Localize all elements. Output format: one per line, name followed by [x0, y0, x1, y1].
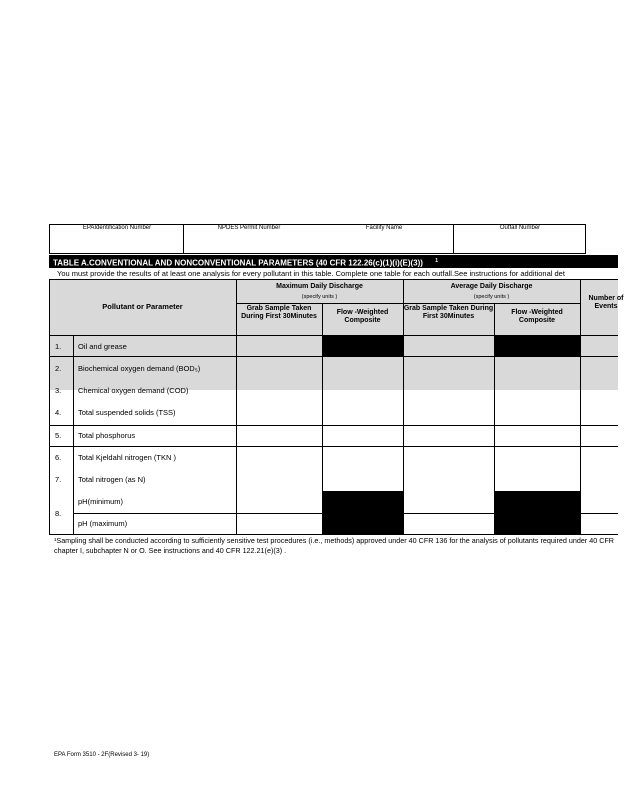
- rule: [73, 335, 74, 535]
- param-nitrogen: Total nitrogen (as N): [78, 475, 146, 484]
- rule: [403, 279, 404, 535]
- param-oil-grease: Oil and grease: [78, 342, 127, 351]
- rule: [580, 513, 618, 514]
- rule: [236, 279, 237, 535]
- max-units-note: (specify units ): [301, 294, 338, 300]
- rule: [49, 279, 50, 535]
- max-grab-header: Grab Sample Taken During First 30Minutes: [241, 305, 317, 320]
- row-number: 5.: [55, 431, 62, 440]
- rule: [49, 335, 618, 336]
- form-label: EPA Form 3510 - 2F(Revised 3- 19): [54, 752, 150, 758]
- title-footnote-marker: 1: [435, 258, 438, 264]
- outfall-label: Outfall Number: [499, 225, 541, 231]
- param-bod: Biochemical oxygen demand (BOD₅): [78, 364, 201, 373]
- param-cod: Chemical oxygen demand (COD): [78, 386, 189, 395]
- col-avg-header: Average Daily Discharge: [450, 283, 533, 290]
- rule: [49, 446, 618, 447]
- col-pollutant-header: Pollutant or Parameter: [102, 302, 183, 311]
- row-number: 6.: [55, 453, 62, 462]
- param-ph-min: pH(minimum): [78, 497, 123, 506]
- table-title: [49, 255, 618, 268]
- rule: [494, 303, 495, 535]
- row-number: 1.: [55, 342, 62, 351]
- max-flow-header: Flow -Weighted Composite: [336, 309, 389, 324]
- col-max-header: Maximum Daily Discharge: [276, 283, 363, 290]
- param-ph-max: pH (maximum): [78, 519, 128, 528]
- identification-row: [49, 224, 586, 254]
- na-block: [322, 491, 403, 535]
- outfall-field[interactable]: [454, 225, 586, 253]
- epa-id-field[interactable]: [50, 225, 184, 253]
- rule: [49, 425, 618, 426]
- npdes-label: NPDES Permit Number: [217, 225, 281, 231]
- avg-flow-header: Flow -Weighted Composite: [511, 309, 563, 324]
- facility-field[interactable]: [314, 225, 454, 253]
- rule: [236, 303, 580, 304]
- row-number: 4.: [55, 408, 62, 417]
- npdes-field[interactable]: [184, 225, 314, 253]
- rule: [49, 356, 618, 357]
- na-block: [322, 336, 403, 357]
- param-tss: Total suspended solids (TSS): [78, 408, 176, 417]
- param-phosphorus: Total phosphorus: [78, 431, 136, 440]
- rule: [403, 513, 494, 514]
- rule: [49, 279, 618, 280]
- row-number: 7.: [55, 475, 62, 484]
- avg-units-note: (specify units ): [473, 294, 510, 300]
- epa-id-label: EPAIdentification Number: [82, 225, 152, 231]
- facility-label: Facility Name: [365, 225, 403, 231]
- row-number: 3.: [55, 386, 62, 395]
- row-number: 8.: [55, 509, 62, 518]
- table-instruction: You must provide the results of at least one analysis for every pollutant in this table. Complete one table for each outfall.See instructions for additional det: [57, 269, 565, 278]
- rule: [322, 303, 323, 535]
- rule: [49, 534, 618, 535]
- row-number: 2.: [55, 364, 62, 373]
- na-block: [494, 491, 580, 535]
- avg-grab-header: Grab Sample Taken During First 30Minutes: [403, 305, 494, 320]
- table-title-text: TABLE A.CONVENTIONAL AND NONCONVENTIONAL PARAMETERS (40 CFR 122.26(c)(1)(i)(E)(3)): [53, 258, 423, 268]
- col-events-header: Number of Events: [588, 295, 624, 310]
- rule: [580, 279, 581, 535]
- parameters-table: [49, 255, 624, 535]
- na-block: [494, 336, 580, 357]
- rule: [73, 513, 322, 514]
- footnote: ¹Sampling shall be conducted according to sufficiently sensitive test procedures (i.e., methods) approved under 40 CFR 136 for the analysis of pollutants required under 40 CFR chapter I, subchapter N or O. See instructions and 40 CFR 122.21(e)(3) .: [54, 536, 614, 555]
- param-tkn: Total Kjeldahl nitrogen (TKN ): [78, 453, 176, 462]
